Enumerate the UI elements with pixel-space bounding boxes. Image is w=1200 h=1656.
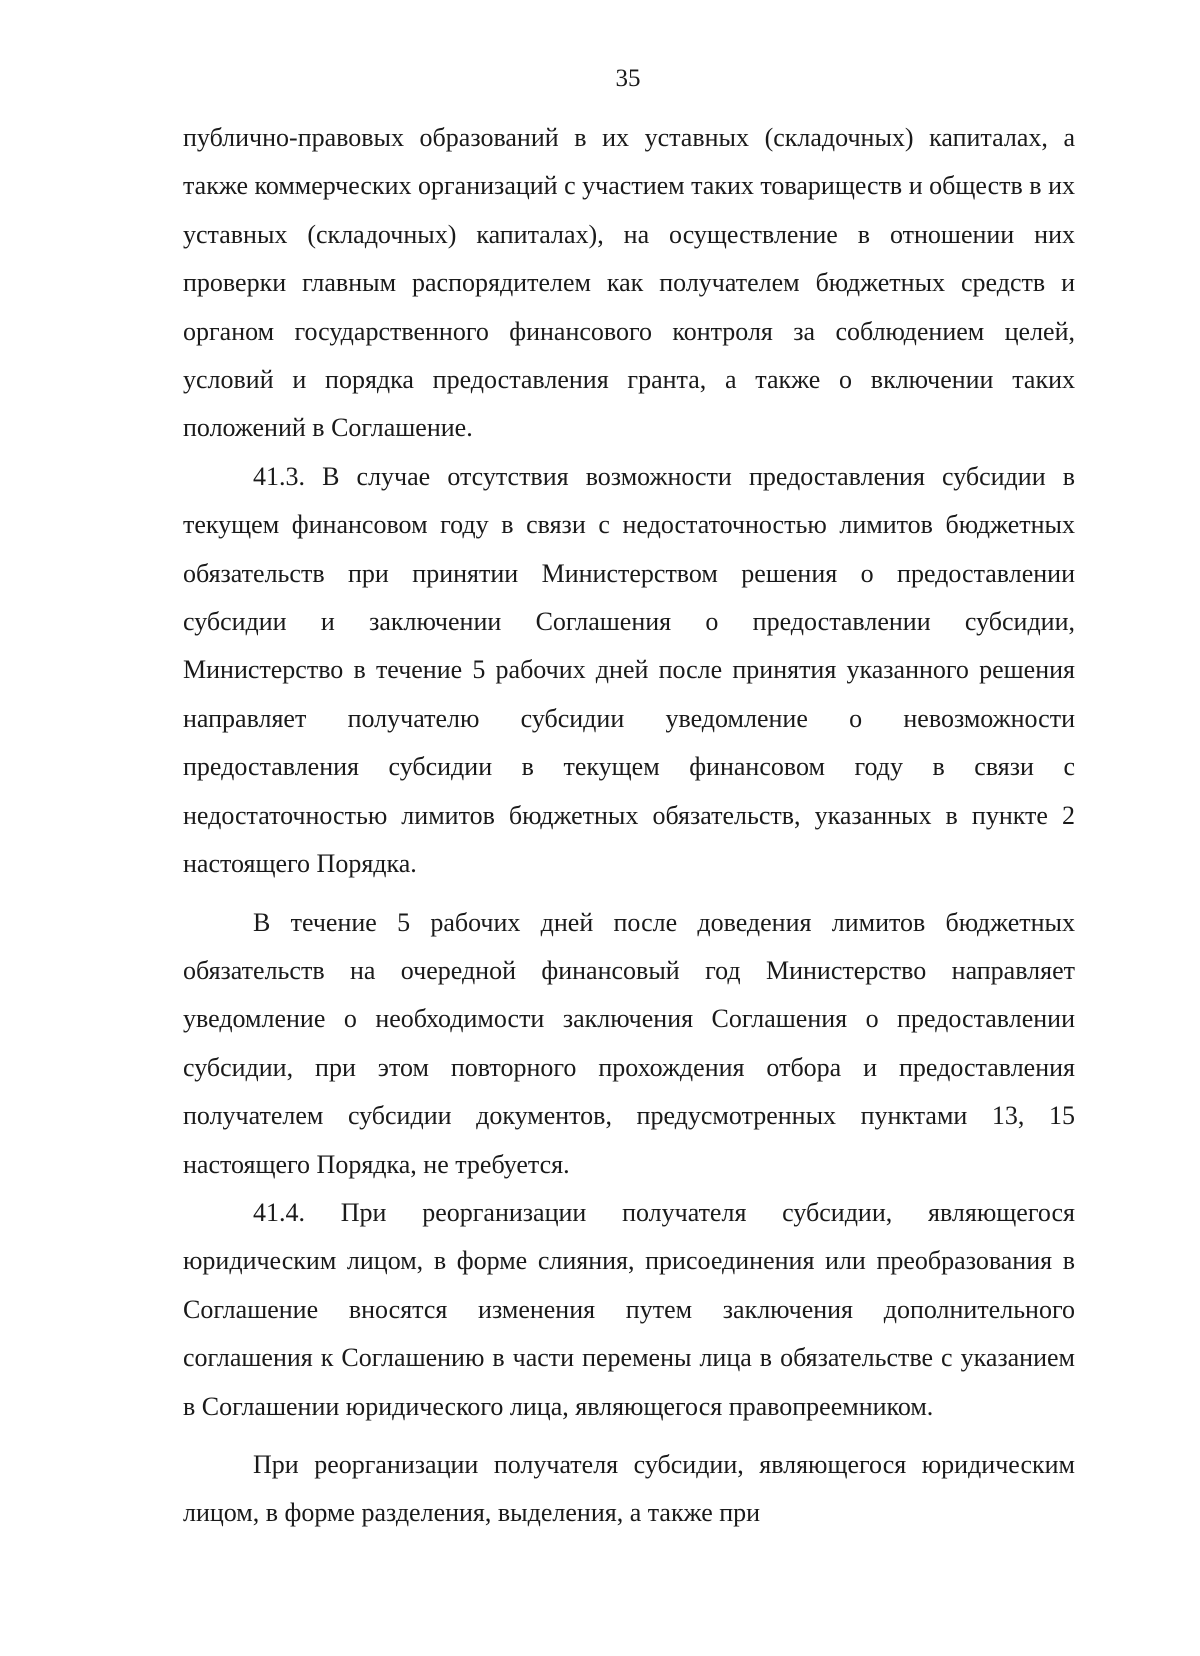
page-number: 35 [615, 65, 641, 92]
paragraph-41-4: 41.4. При реорганизации получателя субсидии, являющегося юридическим лицом, в форме слияния, присоединения или преобразования в Соглашение вносятся изменения путем заключения дополнительного соглашения к Соглашению в части перемены лица в обязательстве с указанием в Соглашении юридического лица, являющегося правопреемником. [183, 1197, 1075, 1421]
paragraph-41-3: 41.3. В случае отсутствия возможности предоставления субсидии в текущем финансовом году в связи с недостаточностью лимитов бюджетных обязательств при принятии Министерством решения о предоставлении субсидии и заключении Соглашения о предоставлении субсидии, Министерство в течение 5 рабочих дней после принятия указанного решения направляет получателю субсидии уведомление о невозможности предоставления субсидии в текущем финансовом году в связи с недостаточностью лимитов бюджетных обязательств, указанных в пункте 2 настоящего Порядка. [183, 461, 1075, 879]
paragraph-continuation: публично-правовых образований в их уставных (складочных) капиталах, а также коммерческих организаций с участием таких товариществ и обществ в их уставных (складочных) капиталах), на осуществление в отношении них проверки главным распорядителем как получателем бюджетных средств и органом государственного финансового контроля за соблюдением целей, условий и порядка предоставления гранта, а также о включении таких положений в Соглашение. [183, 123, 1075, 443]
paragraph-notice-deadline: В течение 5 рабочих дней после доведения лимитов бюджетных обязательств на очередной финансовый год Министерство направляет уведомление о необходимости заключения Соглашения о предоставлении субсидии, при этом повторного прохождения отбора и предоставления получателем субсидии документов, предусмотренных пунктами 13, 15 настоящего Порядка, не требуется. [183, 907, 1075, 1179]
document-body [183, 114, 1075, 1538]
paragraph-reorganization-division: При реорганизации получателя субсидии, являющегося юридическим лицом, в форме разделения, выделения, а также при [183, 1449, 1075, 1528]
